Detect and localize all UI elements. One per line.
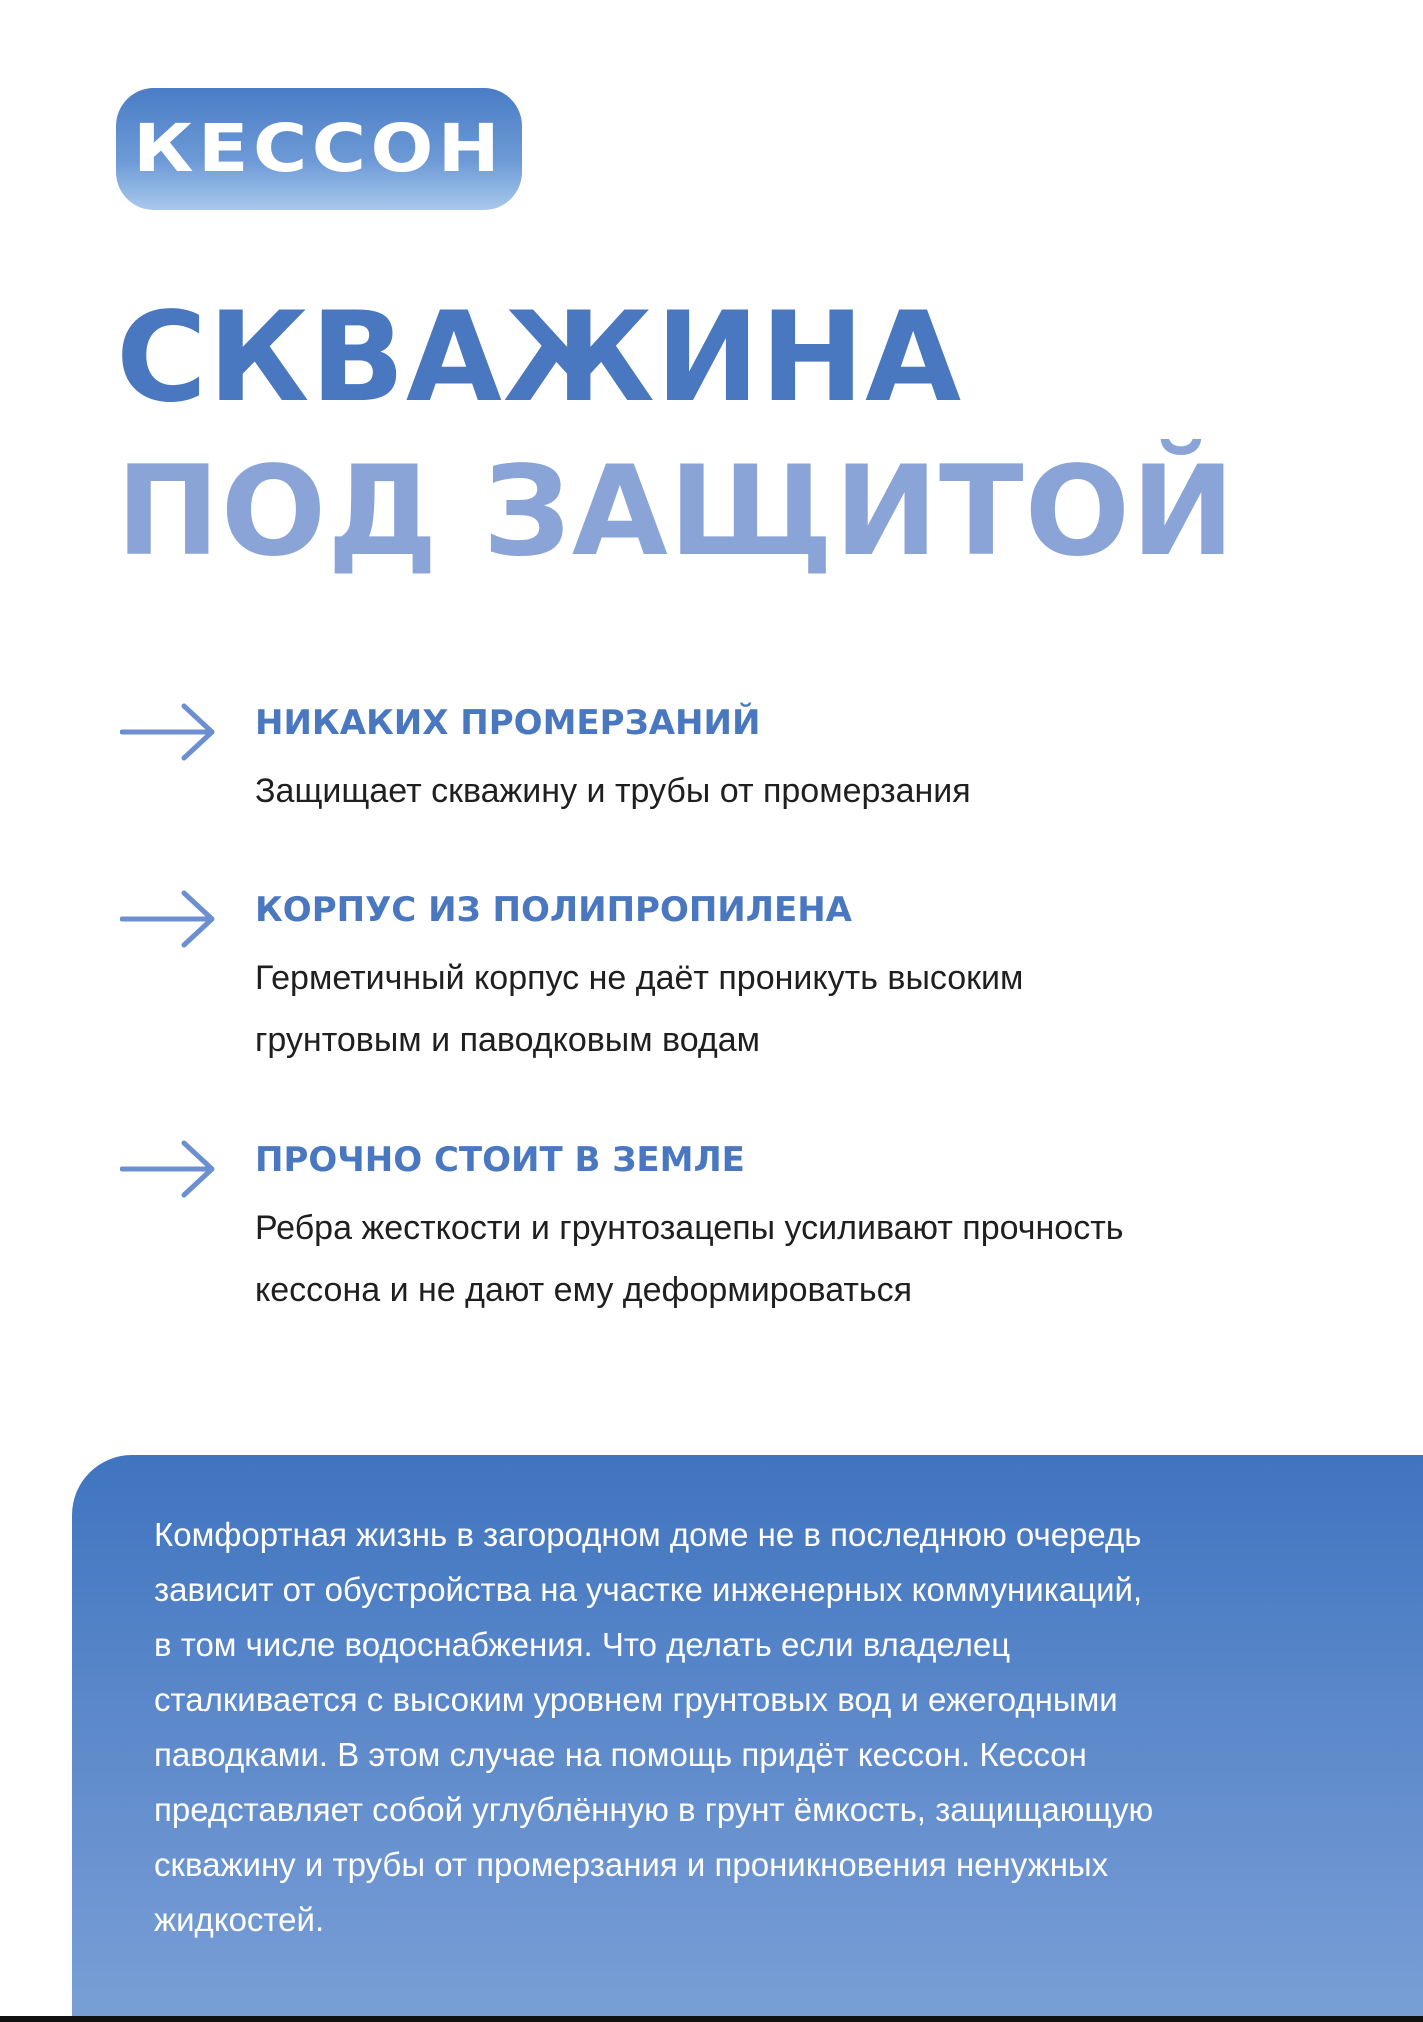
feature-description: Ребра жесткости и грунтозацепы усиливают прочность кессона и не дают ему деформироваться bbox=[255, 1209, 1124, 1309]
bottom-divider bbox=[0, 2016, 1423, 2022]
arrow-right-icon bbox=[120, 889, 216, 949]
feature-title: КОРПУС ИЗ ПОЛИПРОПИЛЕНА bbox=[255, 890, 852, 930]
headline-line-2: ПОД ЗАЩИТОЙ bbox=[116, 440, 1236, 584]
feature-description: Защищает скважину и трубы от промерзания bbox=[255, 772, 971, 810]
arrow-right-icon bbox=[120, 702, 216, 762]
arrow-right-icon bbox=[120, 1139, 216, 1199]
info-paragraph: Комфортная жизнь в загородном доме не в последнюю очередь зависит от обустройства на участке инженерных коммуникаций, в том числе водоснабжения. Что делать если владелец сталкивается с высоким уровнем грунтовых вод и ежегодными паводками. В этом случае на помощь придёт кессон. Кессон представляет собой углублённую в грунт ёмкость, защищающую скважину и трубы от промерзания и проникновения ненужных жидкостей. bbox=[154, 1516, 1154, 1938]
feature-title: ПРОЧНО СТОИТ В ЗЕМЛЕ bbox=[255, 1140, 745, 1180]
feature-description: Герметичный корпус не даёт проникуть высоким грунтовым и паводковым водам bbox=[255, 959, 1024, 1059]
feature-title: НИКАКИХ ПРОМЕРЗАНИЙ bbox=[255, 703, 761, 743]
brand-logo-badge bbox=[116, 88, 522, 210]
info-panel bbox=[72, 1455, 1423, 2022]
headline-line-1: СКВАЖИНА bbox=[116, 286, 963, 430]
brand-logo-text: КЕССОН bbox=[133, 110, 505, 187]
